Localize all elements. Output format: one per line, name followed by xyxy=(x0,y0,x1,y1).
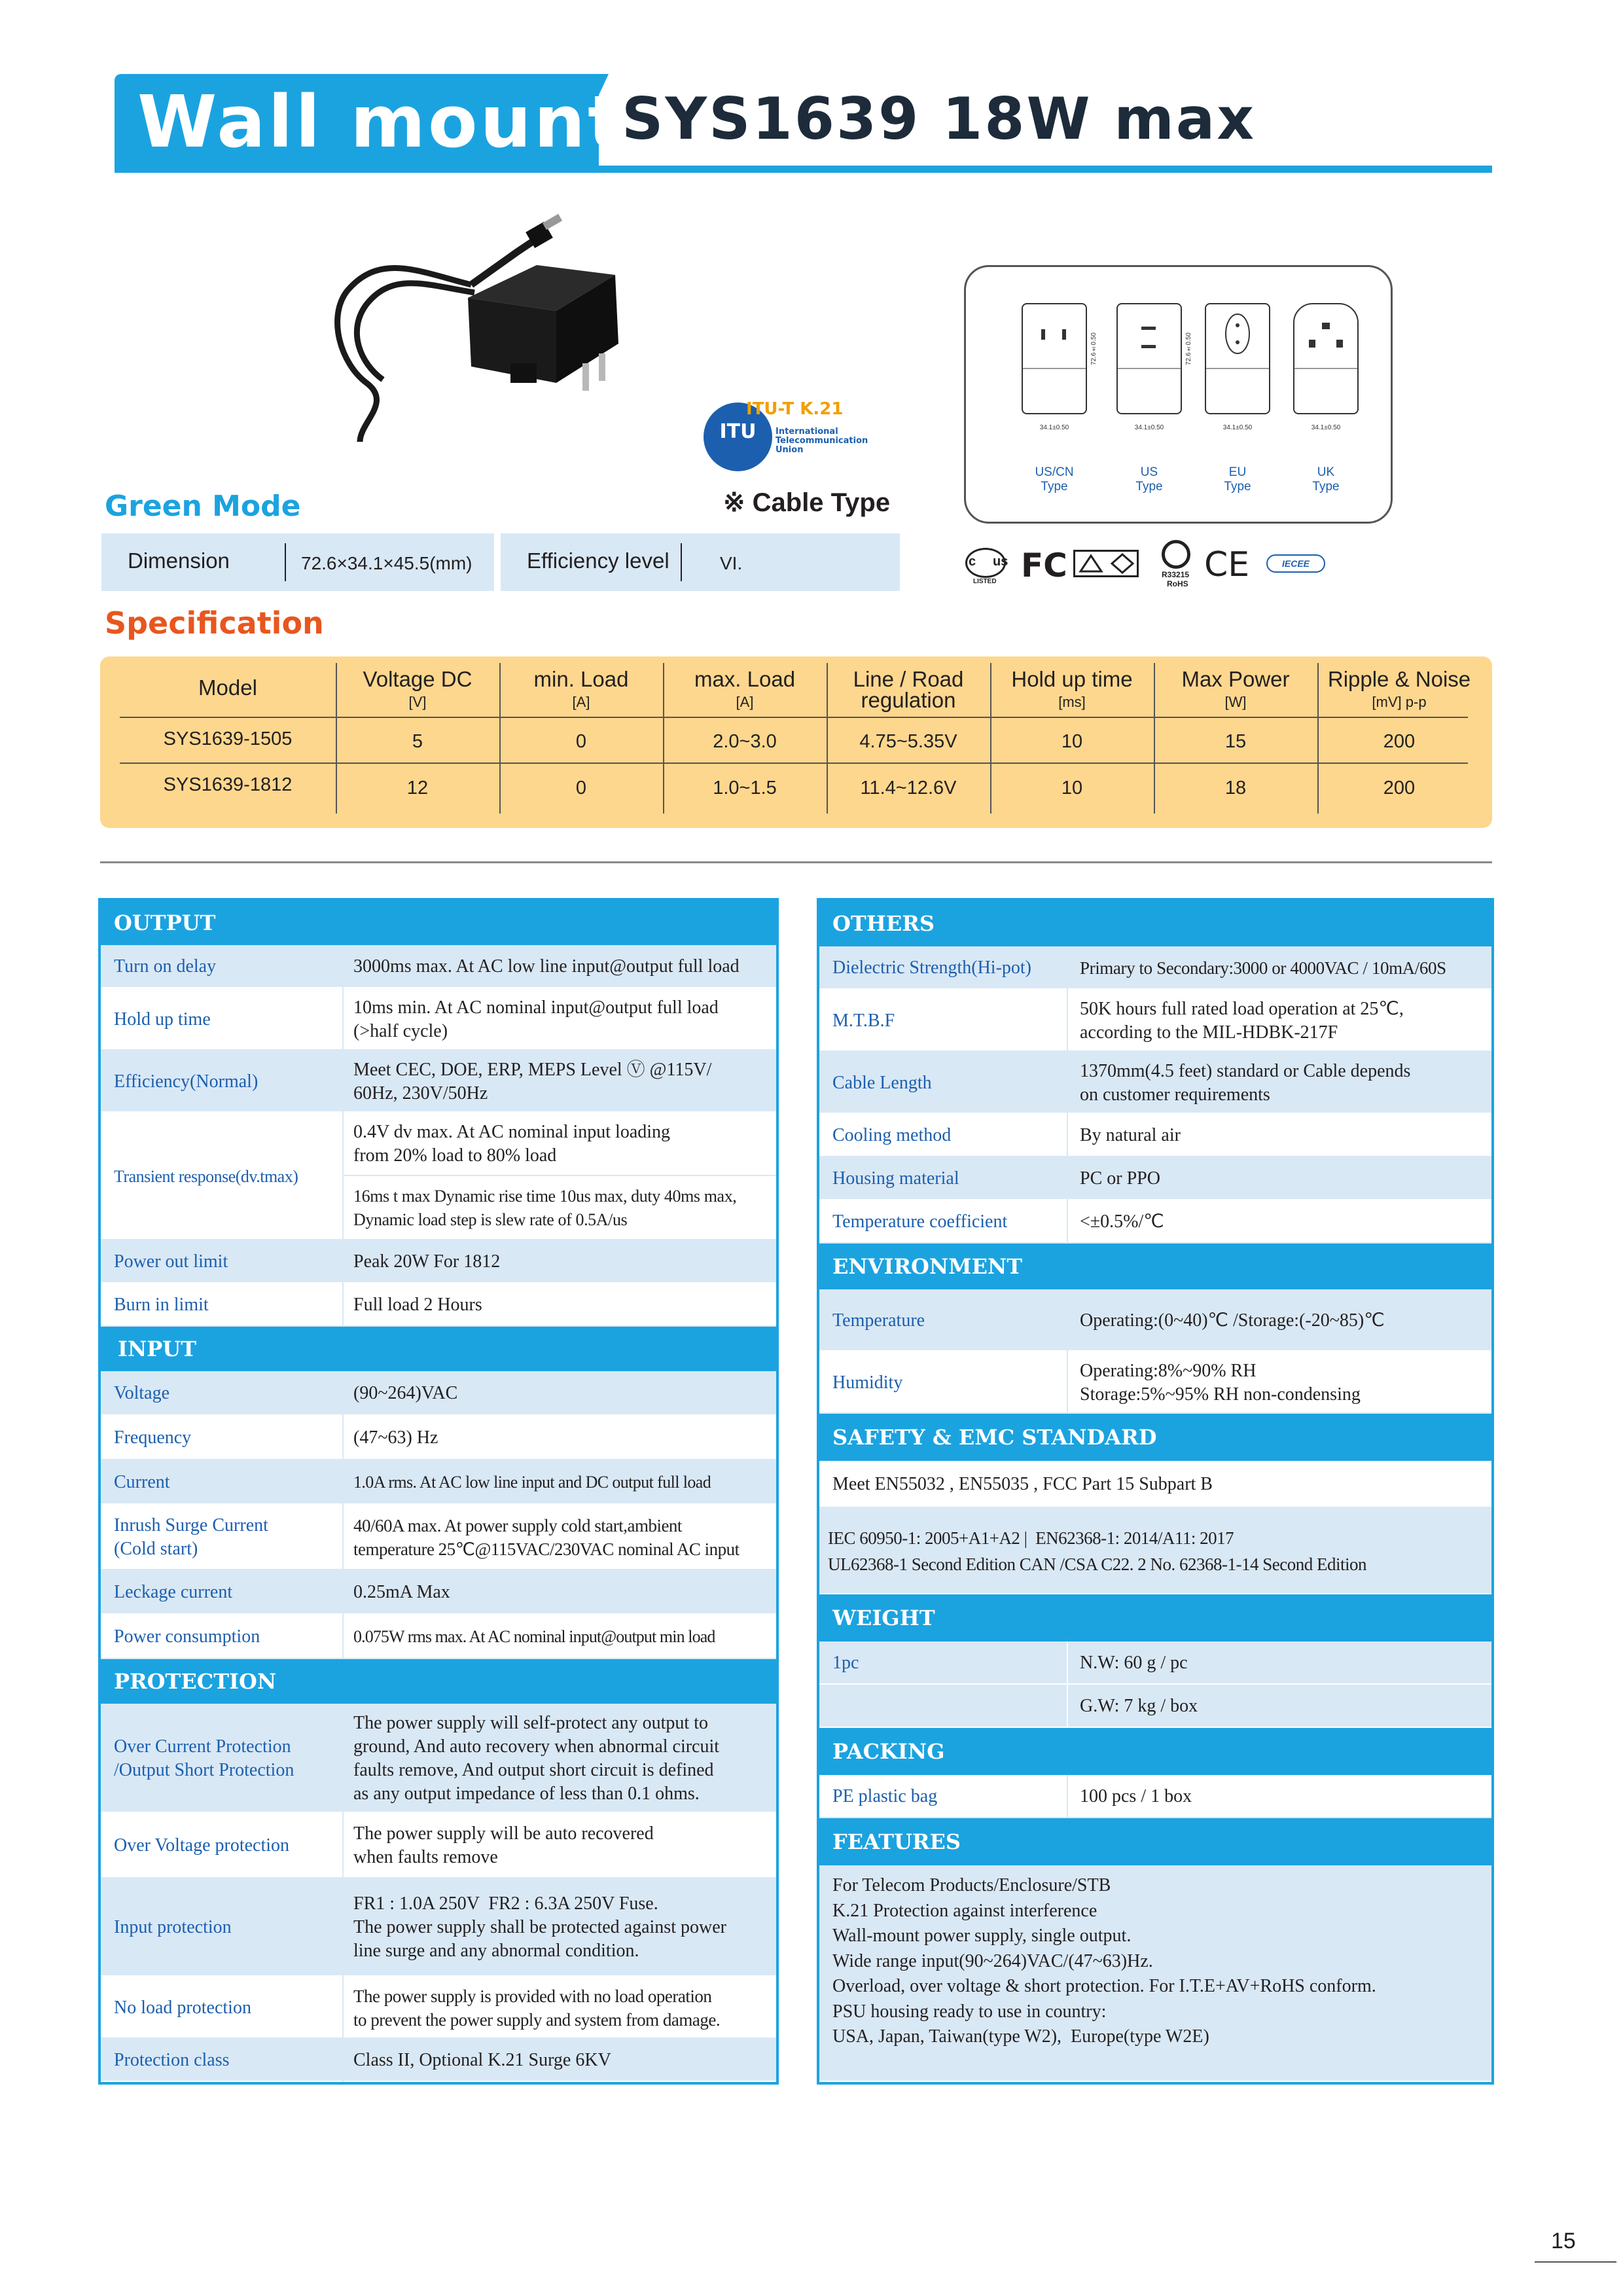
spec-cell: 11.4~12.6V xyxy=(860,778,957,798)
output-label: Turn on delay xyxy=(114,956,217,977)
spec-row-divider xyxy=(120,762,1468,764)
spec-header-min-load-unit: [A] xyxy=(572,694,590,710)
others-label: Cooling method xyxy=(832,1125,952,1145)
spec-cell: 10 xyxy=(1061,778,1083,798)
cable-type-title: ※ Cable Type xyxy=(723,488,891,517)
environment-value: Operating:(0~40)℃ /Storage:(-20~85)℃ xyxy=(1080,1310,1385,1331)
others-value: By natural air xyxy=(1080,1125,1181,1145)
cable-type-panel xyxy=(964,265,1393,524)
certification-logos xyxy=(965,540,1332,592)
packing-label: PE plastic bag xyxy=(832,1786,938,1806)
protection-value: Class II, Optional K.21 Surge 6KV xyxy=(353,2050,611,2070)
spec-header-ripple-unit: [mV] p-p xyxy=(1372,694,1427,710)
input-label: Voltage xyxy=(114,1383,170,1403)
weight-net: N.W: 60 g / pc xyxy=(1080,1653,1188,1673)
iecee-logo: IECEE xyxy=(1266,554,1325,573)
plug-uk-drawing xyxy=(1293,303,1359,414)
output-label: Hold up time xyxy=(114,1009,211,1030)
spec-cell: 1.0~1.5 xyxy=(713,778,777,798)
spec-cell: SYS1639-1812 xyxy=(163,774,293,795)
spec-cell: 200 xyxy=(1383,731,1416,752)
output-section-header: OUTPUT xyxy=(101,901,776,945)
spec-row-divider xyxy=(120,717,1468,718)
spec-header-model: Model xyxy=(198,675,257,700)
itu-org-line2: Telecommunication xyxy=(776,436,868,446)
ul-suffix: us xyxy=(993,554,1008,569)
weight-gross: G.W: 7 kg / box xyxy=(1080,1696,1198,1716)
environment-label: Humidity xyxy=(832,1372,903,1393)
rcm-logo xyxy=(1162,540,1190,569)
output-value: Peak 20W For 1812 xyxy=(353,1251,501,1272)
spec-header-voltage-unit: [V] xyxy=(408,694,427,710)
input-value: (47~63) Hz xyxy=(353,1427,438,1448)
specification-title: Specification xyxy=(105,605,324,641)
weight-label: 1pc xyxy=(832,1653,859,1673)
output-value: Meet CEC, DOE, ERP, MEPS Level Ⓥ @115V/ 60Hz, 230V/50Hz xyxy=(353,1059,712,1103)
efficiency-separator xyxy=(681,543,682,581)
page-title: Wall mount xyxy=(137,80,625,164)
rcm-number: R33215 xyxy=(1162,570,1190,579)
input-label: Current xyxy=(114,1472,170,1492)
protection-value: The power supply is provided with no load operation to prevent the power supply and system from damage. xyxy=(353,1986,721,2030)
environment-section-header: ENVIRONMENT xyxy=(819,1244,1491,1289)
weight-section-header: WEIGHT xyxy=(819,1594,1491,1641)
others-section-header: OTHERS xyxy=(819,901,1491,946)
plug-us-cn-height: 72.6±0.50 xyxy=(1090,332,1097,365)
protection-value: The power supply will self-protect any output to ground, And auto recovery when abnormal circuit faults remove, And output short circuit is defined as any output impedance of less than 0.1 ohms. xyxy=(353,1712,720,1804)
fcc-logo: FC xyxy=(1021,547,1067,584)
protection-label: No load protection xyxy=(114,1997,251,2018)
itu-logo-text: ITU xyxy=(719,420,757,443)
efficiency-value: VI. xyxy=(720,553,743,573)
spec-cell: 5 xyxy=(412,731,423,752)
plug-us-drawing xyxy=(1116,303,1182,414)
spec-cell: 0 xyxy=(575,778,587,798)
ce-logo: CE xyxy=(1204,545,1250,584)
green-mode-title: Green Mode xyxy=(105,490,301,523)
itu-org-line3: Union xyxy=(776,445,804,455)
plug-uk-label: UK Type xyxy=(1312,465,1340,493)
column-separator xyxy=(1067,946,1068,1244)
ul-listed-text: LISTED xyxy=(973,578,997,585)
output-value: 0.4V dv max. At AC nominal input loading from 20% load to 80% load xyxy=(353,1121,671,1166)
plug-us-cn-drawing xyxy=(1022,303,1087,414)
spec-header-max-load: max. Load xyxy=(694,667,796,691)
plug-us-cn-width: 34.1±0.50 xyxy=(1039,424,1069,431)
plug-us-width: 34.1±0.50 xyxy=(1134,424,1164,431)
others-value: Primary to Secondary:3000 or 4000VAC / 10mA/60S xyxy=(1080,958,1446,978)
header-underline xyxy=(115,166,1492,173)
input-label: Inrush Surge Current (Cold start) xyxy=(114,1515,268,1559)
itu-org-line1: International xyxy=(776,427,838,437)
dimension-label: Dimension xyxy=(128,548,230,573)
protection-value: FR1 : 1.0A 250V FR2 : 6.3A 250V Fuse. The power supply shall be protected against power line surge and any abnormal condition. xyxy=(353,1893,726,1961)
input-label: Leckage current xyxy=(114,1582,233,1602)
product-image xyxy=(321,213,726,461)
output-label: Burn in limit xyxy=(114,1295,209,1315)
spec-header-max-power-unit: [W] xyxy=(1224,694,1247,710)
pse-logo xyxy=(1073,550,1139,577)
column-separator xyxy=(1067,1641,1068,1728)
others-label: M.T.B.F xyxy=(832,1010,895,1031)
protection-section-header: PROTECTION xyxy=(101,1659,776,1704)
safety-standard-safety: IEC 60950-1: 2005+A1+A2 | EN62368-1: 2014/A11: 2017 UL62368-1 Second Edition CAN /CSA C22. 2 No. 62368-1-14 Second Edition xyxy=(828,1528,1366,1574)
spec-cell: 200 xyxy=(1383,778,1416,798)
page-number: 15 xyxy=(1551,2229,1576,2253)
output-value: Full load 2 Hours xyxy=(353,1295,482,1315)
spec-header-hold-up: Hold up time xyxy=(1011,667,1133,691)
spec-cell: 4.75~5.35V xyxy=(859,731,957,752)
column-separator xyxy=(1067,1775,1068,1818)
others-value: 50K hours full rated load operation at 25℃, according to the MIL-HDBK-217F xyxy=(1080,998,1404,1043)
output-label: Power out limit xyxy=(114,1251,228,1272)
others-label: Dielectric Strength(Hi-pot) xyxy=(832,958,1032,978)
page-number-underline xyxy=(1535,2261,1616,2263)
input-value: (90~264)VAC xyxy=(353,1383,458,1403)
environment-label: Temperature xyxy=(832,1310,925,1331)
rohs-text: RoHS xyxy=(1167,579,1188,588)
plug-eu-drawing xyxy=(1205,303,1270,414)
others-label: Cable Length xyxy=(832,1072,932,1093)
spec-header-regulation: Line / Road regulation xyxy=(853,667,964,712)
protection-label: Protection class xyxy=(114,2050,230,2070)
environment-value: Operating:8%~90% RH Storage:5%~95% RH non-condensing xyxy=(1080,1360,1361,1405)
spec-cell: 15 xyxy=(1224,731,1247,752)
spec-header-max-power: Max Power xyxy=(1181,667,1290,691)
spec-cell: 12 xyxy=(406,778,429,798)
itu-k21-label: ITU-T K.21 xyxy=(746,399,844,419)
dimension-separator xyxy=(285,543,286,581)
output-label: Efficiency(Normal) xyxy=(114,1071,259,1092)
spec-cell: 18 xyxy=(1224,778,1247,798)
column-separator xyxy=(342,1371,344,1659)
packing-section-header: PACKING xyxy=(819,1728,1491,1775)
column-separator xyxy=(342,1704,344,2082)
spec-header-min-load: min. Load xyxy=(533,667,629,691)
table-row xyxy=(101,1416,776,1460)
output-value: 16ms t max Dynamic rise time 10us max, duty 40ms max, Dynamic load step is slew rate of 0.5A/us xyxy=(353,1187,737,1229)
features-text: For Telecom Products/Enclosure/STB K.21 Protection against interference Wall-mount power supply, single output. Wide range input(90~264)VAC/(47~63)Hz. Overload, over voltage & short protection. For I.T.E+AV+RoHS conform. PSU housing ready to use in country: USA, Japan, Taiwan(type W2), Europe(type W2E) xyxy=(832,1875,1376,2047)
protection-label: Over Voltage protection xyxy=(114,1835,290,1856)
spec-cell: 2.0~3.0 xyxy=(713,731,777,752)
plug-us-label: US Type xyxy=(1135,465,1163,493)
spec-header-ripple: Ripple & Noise xyxy=(1327,667,1471,691)
itu-k21-logo xyxy=(704,393,913,478)
protection-value: The power supply will be auto recovered when faults remove xyxy=(353,1823,654,1867)
plug-us-cn-label: US/CN Type xyxy=(1035,465,1074,493)
plug-eu-label: EU Type xyxy=(1224,465,1251,493)
section-divider xyxy=(100,861,1492,863)
output-value: 10ms min. At AC nominal input@output full load (>half cycle) xyxy=(353,997,719,1041)
spec-cell: 0 xyxy=(575,731,587,752)
features-section-header: FEATURES xyxy=(819,1818,1491,1865)
safety-section-header: SAFETY & EMC STANDARD xyxy=(819,1414,1491,1461)
spec-header-max-load-unit: [A] xyxy=(736,694,754,710)
model-title: SYS1639 18W max xyxy=(622,85,1257,152)
others-label: Temperature coefficient xyxy=(832,1211,1008,1232)
output-label: Transient response(dv.tmax) xyxy=(114,1166,298,1186)
protection-label: Input protection xyxy=(114,1917,232,1937)
protection-label: Over Current Protection /Output Short Protection xyxy=(114,1736,294,1780)
spec-header-hold-up-unit: [ms] xyxy=(1058,694,1086,710)
dimension-value: 72.6×34.1×45.5(mm) xyxy=(301,553,473,573)
packing-value: 100 pcs / 1 box xyxy=(1080,1786,1192,1806)
others-value: 1370mm(4.5 feet) standard or Cable depends on customer requirements xyxy=(1080,1060,1411,1105)
plug-eu-width: 34.1±0.50 xyxy=(1222,424,1253,431)
spec-cell: 10 xyxy=(1061,731,1083,752)
input-section-header: INPUT xyxy=(101,1327,776,1371)
input-value: 0.075W rms max. At AC nominal input@output min load xyxy=(353,1627,715,1646)
safety-standard-emc: Meet EN55032 , EN55035 , FCC Part 15 Subpart B xyxy=(832,1474,1213,1494)
others-value: PC or PPO xyxy=(1080,1168,1160,1189)
column-separator xyxy=(342,945,344,1327)
plug-us-height: 72.6±0.50 xyxy=(1185,332,1192,365)
ul-prefix: c xyxy=(969,554,976,569)
column-separator xyxy=(1067,1289,1068,1414)
input-label: Frequency xyxy=(114,1427,192,1448)
others-label: Housing material xyxy=(832,1168,959,1189)
spec-header-voltage: Voltage DC xyxy=(363,667,473,691)
input-value: 40/60A max. At power supply cold start,ambient temperature 25℃@115VAC/230VAC nominal AC input xyxy=(353,1516,740,1559)
efficiency-label: Efficiency level xyxy=(527,548,669,573)
others-value: <±0.5%/℃ xyxy=(1080,1211,1164,1232)
input-value: 0.25mA Max xyxy=(353,1582,450,1602)
plug-uk-width: 34.1±0.50 xyxy=(1311,424,1341,431)
input-value: 1.0A rms. At AC low line input and DC output full load xyxy=(353,1473,711,1492)
input-label: Power consumption xyxy=(114,1626,260,1647)
spec-cell: SYS1639-1505 xyxy=(163,728,293,749)
output-value: 3000ms max. At AC low line input@output full load xyxy=(353,956,740,977)
